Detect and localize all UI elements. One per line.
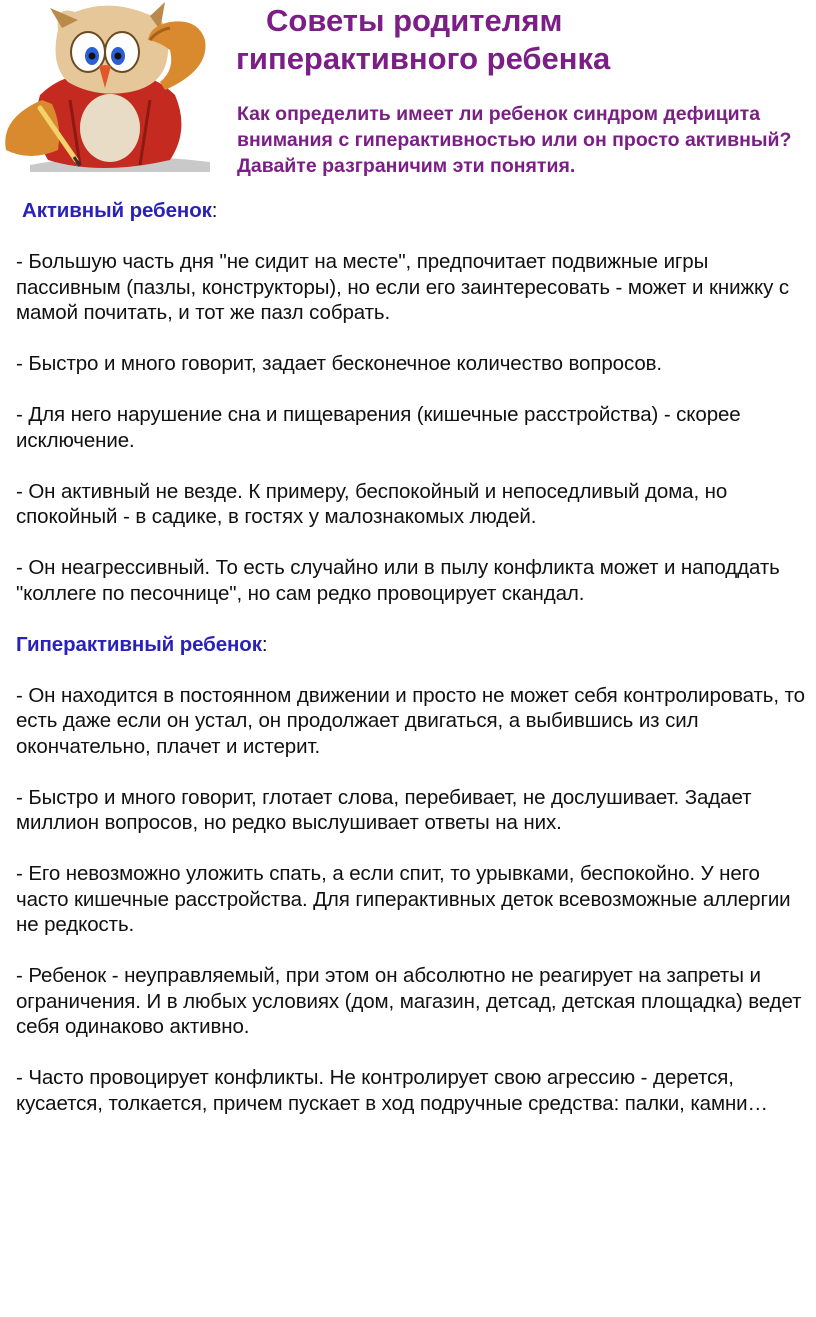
page-title-line2: гиперактивного ребенка <box>236 41 611 76</box>
list-item: - Часто провоцирует конфликты. Не контролирует свою агрессию - дерется, кусается, толкается, причем пускает в ход подручные средства: палки, камни… <box>16 1066 768 1115</box>
section-heading-hyperactive <box>16 632 814 658</box>
page-subtitle: Как определить имеет ли ребенок синдром дефицита внимания с гиперактивностью или он просто активный? Давайте разграничим эти понятия. <box>237 103 792 177</box>
list-item: - Быстро и много говорит, задает бесконечное количество вопросов. <box>16 352 663 375</box>
article-body <box>16 198 814 1142</box>
list-item: - Он неагрессивный. То есть случайно или в пылу конфликта может и наподдать "коллеге по песочнице", но сам редко провоцирует скандал. <box>16 556 780 605</box>
page-title-line1: Советы родителям <box>266 3 563 38</box>
list-item: - Для него нарушение сна и пищеварения (кишечные расстройства) - скорее исключение. <box>16 403 741 452</box>
list-item: - Он активный не везде. К примеру, беспокойный и непоседливый дома, но спокойный - в садике, в гостях у малознакомых людей. <box>16 479 728 528</box>
heading-hyperactive-label: Гиперактивный ребенок <box>16 632 262 656</box>
owl-icon <box>0 0 222 172</box>
heading-active-colon: : <box>211 199 218 222</box>
heading-active-label: Активный ребенок <box>22 199 212 222</box>
heading-hyperactive-colon: : <box>261 632 268 656</box>
list-item: - Он находится в постоянном движении и просто не может себя контролировать, то есть даже если он устал, он продолжает двигаться, а выбившись из сил окончательно, плачет и истерит. <box>16 683 805 758</box>
list-item: - Его невозможно уложить спать, а если спит, то урывками, беспокойно. У него часто кишечные расстройства. Для гиперактивных деток всевозможные аллергии не редкость. <box>16 862 791 936</box>
section-heading-active <box>16 198 814 224</box>
list-item: - Ребенок - неуправляемый, при этом он абсолютно не реагирует на запреты и ограничения. И в любых условиях (дом, магазин, детсад, детская площадка) ведет себя одинаково активно. <box>16 964 802 1038</box>
list-item: - Быстро и много говорит, глотает слова, перебивает, не дослушивает. Задает миллион вопросов, но редко выслушивает ответы на них. <box>16 785 752 834</box>
page-title <box>236 2 796 78</box>
list-item: - Большую часть дня "не сидит на месте", предпочитает подвижные игры пассивным (пазлы, конструкторы), но если его заинтересовать - может и книжку с мамой почитать, и тот же пазл собрать. <box>16 250 790 324</box>
